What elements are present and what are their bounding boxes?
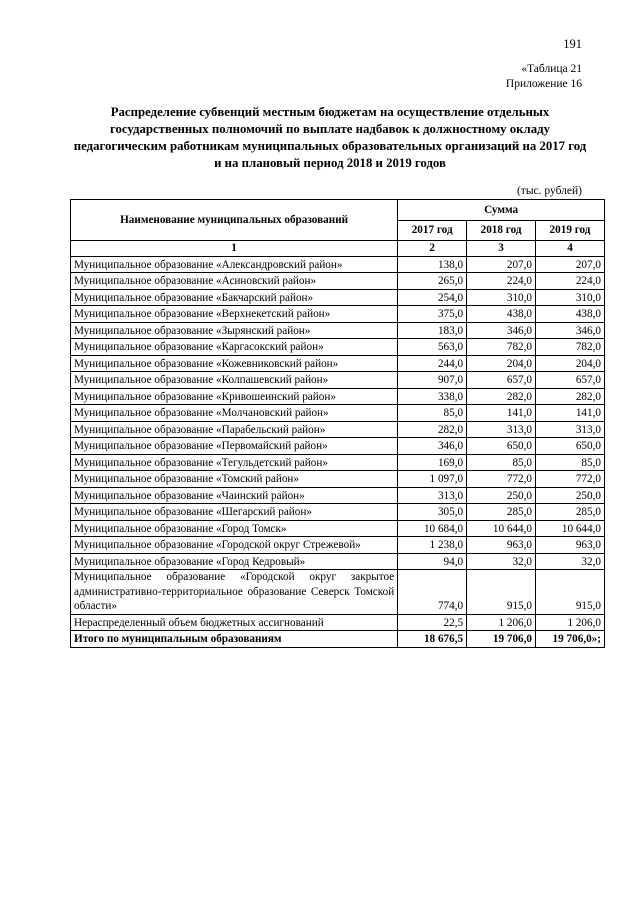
total-2019: 19 706,0»; bbox=[536, 631, 605, 648]
value-2018: 915,0 bbox=[467, 570, 536, 615]
value-2018: 224,0 bbox=[467, 273, 536, 290]
value-2019: 85,0 bbox=[536, 454, 605, 471]
index-cell: 2 bbox=[398, 241, 467, 257]
value-2019: 10 644,0 bbox=[536, 520, 605, 537]
value-2019: 250,0 bbox=[536, 487, 605, 504]
table-row bbox=[71, 355, 605, 372]
total-label: Итого по муниципальным образованиям bbox=[71, 631, 398, 648]
value-2017: 1 238,0 bbox=[398, 537, 467, 554]
value-2019: 1 206,0 bbox=[536, 614, 605, 631]
value-2019: 650,0 bbox=[536, 438, 605, 455]
value-2019: 32,0 bbox=[536, 553, 605, 570]
value-2019: 313,0 bbox=[536, 421, 605, 438]
municipality-name: Муниципальное образование «Первомайский район» bbox=[71, 438, 398, 455]
value-2017: 774,0 bbox=[398, 570, 467, 615]
value-2018: 1 206,0 bbox=[467, 614, 536, 631]
column-header-2017: 2017 год bbox=[398, 221, 467, 241]
table-row bbox=[71, 570, 605, 615]
municipality-name: Муниципальное образование «Чаинский район» bbox=[71, 487, 398, 504]
table-row bbox=[71, 504, 605, 521]
value-2018: 313,0 bbox=[467, 421, 536, 438]
municipality-name: Муниципальное образование «Городской округ закрытое административно-территориальное образование Северск Томской области» bbox=[71, 570, 398, 615]
municipality-name: Муниципальное образование «Город Кедровый» bbox=[71, 553, 398, 570]
municipality-name: Муниципальное образование «Каргасокский район» bbox=[71, 339, 398, 356]
municipality-name: Муниципальное образование «Асиновский район» bbox=[71, 273, 398, 290]
value-2017: 346,0 bbox=[398, 438, 467, 455]
value-2017: 282,0 bbox=[398, 421, 467, 438]
page-number: 191 bbox=[563, 37, 582, 51]
value-2018: 85,0 bbox=[467, 454, 536, 471]
units-label: (тыс. рублей) bbox=[516, 185, 582, 197]
value-2018: 250,0 bbox=[467, 487, 536, 504]
value-2017: 254,0 bbox=[398, 289, 467, 306]
total-2018: 19 706,0 bbox=[467, 631, 536, 648]
value-2017: 305,0 bbox=[398, 504, 467, 521]
table-row bbox=[71, 553, 605, 570]
value-2017: 22,5 bbox=[398, 614, 467, 631]
value-2019: 207,0 bbox=[536, 256, 605, 273]
value-2019: 438,0 bbox=[536, 306, 605, 323]
value-2018: 141,0 bbox=[467, 405, 536, 422]
value-2017: 169,0 bbox=[398, 454, 467, 471]
municipality-name: Муниципальное образование «Городской округ Стрежевой» bbox=[71, 537, 398, 554]
value-2017: 1 097,0 bbox=[398, 471, 467, 488]
municipality-name: Муниципальное образование «Зырянский район» bbox=[71, 322, 398, 339]
value-2017: 907,0 bbox=[398, 372, 467, 389]
table-row bbox=[71, 273, 605, 290]
value-2019: 772,0 bbox=[536, 471, 605, 488]
document-title: Распределение субвенций местным бюджетам на осуществление отдельных государственных полномочий по выплате надбавок к должностному окладу педагогическим работникам муниципальных образовательных организаций на 2017 год и на плановый период 2018 и 2019 годов bbox=[73, 105, 587, 170]
appendix-line: Приложение 16 bbox=[505, 78, 582, 90]
value-2019: 782,0 bbox=[536, 339, 605, 356]
value-2019: 285,0 bbox=[536, 504, 605, 521]
column-header-2018: 2018 год bbox=[467, 221, 536, 241]
municipality-name: Муниципальное образование «Тегульдетский район» bbox=[71, 454, 398, 471]
value-2017: 138,0 bbox=[398, 256, 467, 273]
value-2017: 94,0 bbox=[398, 553, 467, 570]
value-2018: 310,0 bbox=[467, 289, 536, 306]
municipality-name: Муниципальное образование «Бакчарский район» bbox=[71, 289, 398, 306]
total-2017: 18 676,5 bbox=[398, 631, 467, 648]
municipality-name: Муниципальное образование «Кривошеинский район» bbox=[71, 388, 398, 405]
index-cell: 4 bbox=[536, 241, 605, 257]
table-ref-line: «Таблица 21 bbox=[521, 63, 582, 75]
table-row bbox=[71, 421, 605, 438]
subvention-table bbox=[70, 199, 605, 648]
index-row bbox=[71, 241, 605, 257]
table-row bbox=[71, 289, 605, 306]
table-row bbox=[71, 438, 605, 455]
municipality-name: Муниципальное образование «Шегарский район» bbox=[71, 504, 398, 521]
table-row bbox=[71, 306, 605, 323]
column-header-name: Наименование муниципальных образований bbox=[71, 200, 398, 241]
value-2018: 346,0 bbox=[467, 322, 536, 339]
value-2018: 285,0 bbox=[467, 504, 536, 521]
table-row bbox=[71, 339, 605, 356]
column-header-sum: Сумма bbox=[398, 200, 605, 221]
value-2018: 963,0 bbox=[467, 537, 536, 554]
table-row bbox=[71, 537, 605, 554]
value-2017: 183,0 bbox=[398, 322, 467, 339]
table-reference bbox=[506, 62, 582, 92]
table-row bbox=[71, 388, 605, 405]
value-2019: 224,0 bbox=[536, 273, 605, 290]
value-2017: 375,0 bbox=[398, 306, 467, 323]
municipality-name: Муниципальное образование «Парабельский район» bbox=[71, 421, 398, 438]
value-2017: 563,0 bbox=[398, 339, 467, 356]
value-2017: 244,0 bbox=[398, 355, 467, 372]
value-2018: 782,0 bbox=[467, 339, 536, 356]
table-row bbox=[71, 322, 605, 339]
municipality-name: Муниципальное образование «Томский район» bbox=[71, 471, 398, 488]
table-row bbox=[71, 454, 605, 471]
value-2019: 282,0 bbox=[536, 388, 605, 405]
value-2018: 207,0 bbox=[467, 256, 536, 273]
municipality-name: Муниципальное образование «Верхнекетский район» bbox=[71, 306, 398, 323]
table-row bbox=[71, 471, 605, 488]
table-row bbox=[71, 614, 605, 631]
value-2019: 915,0 bbox=[536, 570, 605, 615]
total-row bbox=[71, 631, 605, 648]
municipality-name: Муниципальное образование «Александровский район» bbox=[71, 256, 398, 273]
value-2019: 657,0 bbox=[536, 372, 605, 389]
table-row bbox=[71, 520, 605, 537]
municipality-name: Муниципальное образование «Колпашевский район» bbox=[71, 372, 398, 389]
value-2017: 10 684,0 bbox=[398, 520, 467, 537]
value-2018: 32,0 bbox=[467, 553, 536, 570]
value-2018: 657,0 bbox=[467, 372, 536, 389]
index-cell: 1 bbox=[71, 241, 398, 257]
table-row bbox=[71, 405, 605, 422]
index-cell: 3 bbox=[467, 241, 536, 257]
value-2017: 313,0 bbox=[398, 487, 467, 504]
municipality-name: Муниципальное образование «Кожевниковский район» bbox=[71, 355, 398, 372]
value-2019: 963,0 bbox=[536, 537, 605, 554]
value-2019: 346,0 bbox=[536, 322, 605, 339]
value-2017: 265,0 bbox=[398, 273, 467, 290]
column-header-2019: 2019 год bbox=[536, 221, 605, 241]
municipality-name: Нераспределенный объем бюджетных ассигнований bbox=[71, 614, 398, 631]
value-2019: 204,0 bbox=[536, 355, 605, 372]
municipality-name: Муниципальное образование «Город Томск» bbox=[71, 520, 398, 537]
table-row bbox=[71, 487, 605, 504]
value-2018: 10 644,0 bbox=[467, 520, 536, 537]
table-row bbox=[71, 256, 605, 273]
table-row bbox=[71, 372, 605, 389]
value-2018: 438,0 bbox=[467, 306, 536, 323]
municipality-name: Муниципальное образование «Молчановский район» bbox=[71, 405, 398, 422]
value-2019: 141,0 bbox=[536, 405, 605, 422]
value-2018: 204,0 bbox=[467, 355, 536, 372]
value-2018: 282,0 bbox=[467, 388, 536, 405]
value-2017: 85,0 bbox=[398, 405, 467, 422]
value-2018: 772,0 bbox=[467, 471, 536, 488]
value-2019: 310,0 bbox=[536, 289, 605, 306]
value-2017: 338,0 bbox=[398, 388, 467, 405]
value-2018: 650,0 bbox=[467, 438, 536, 455]
